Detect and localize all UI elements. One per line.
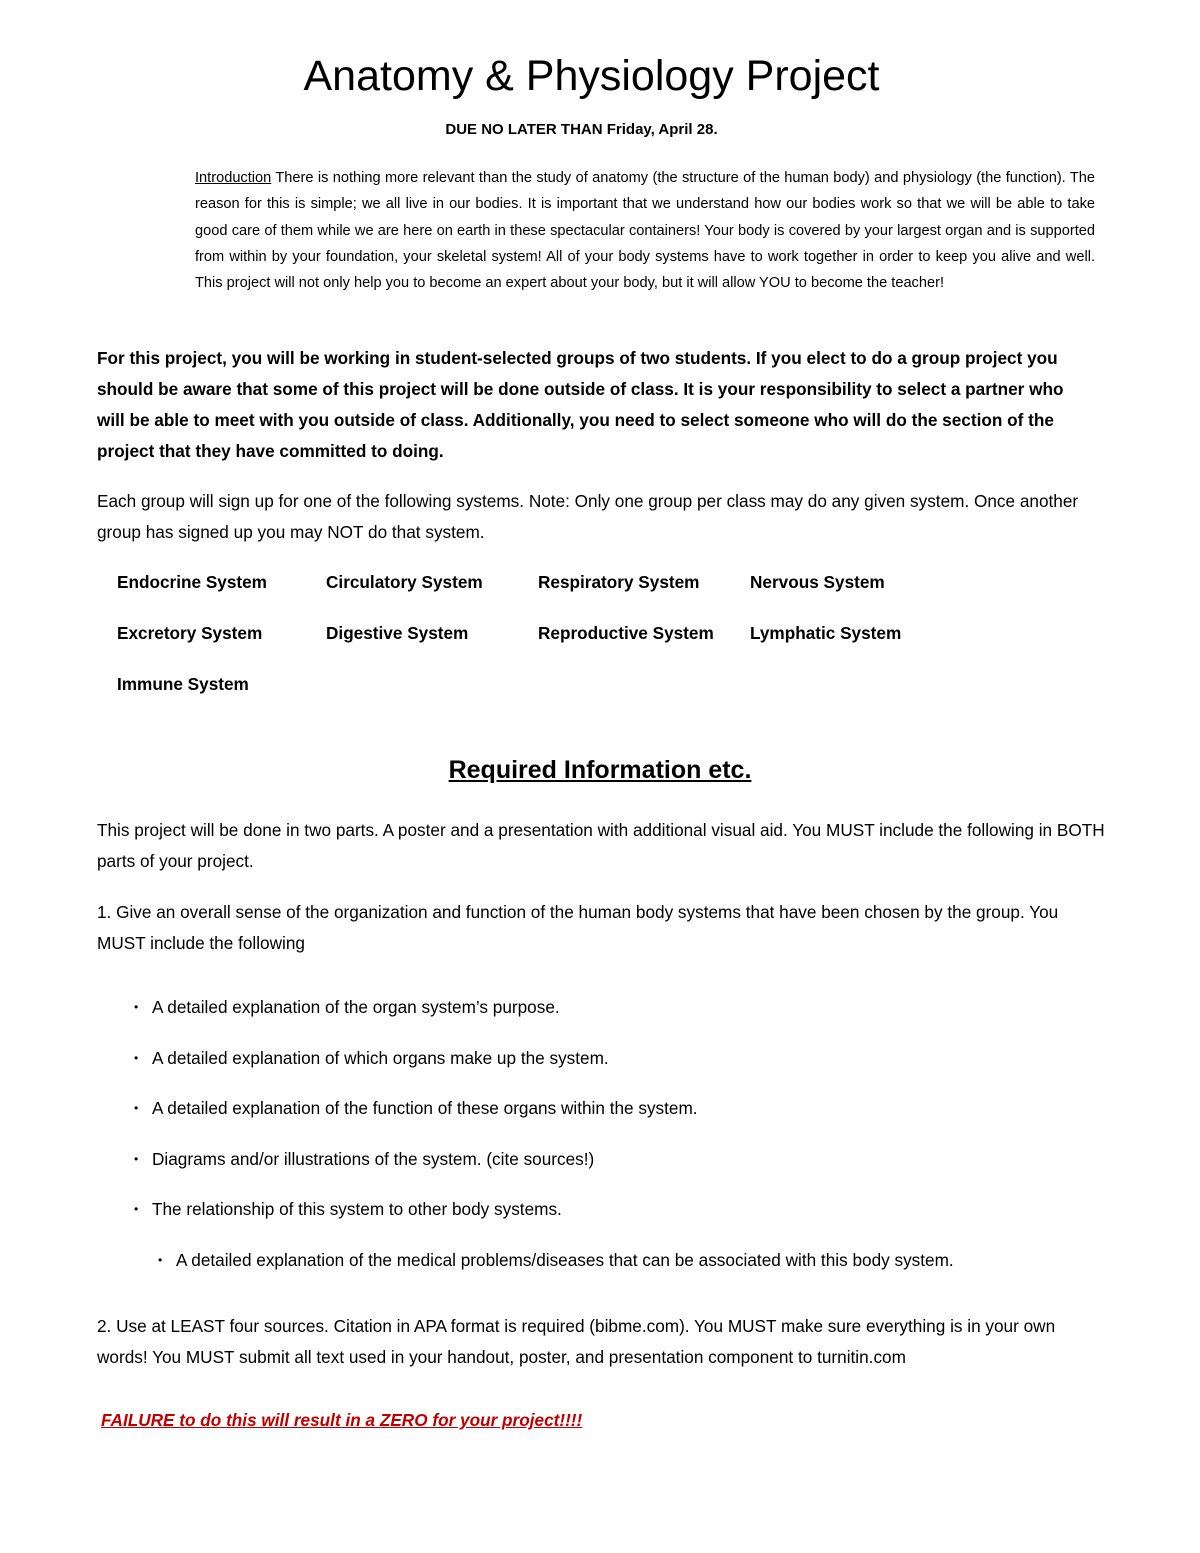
groups-paragraph: For this project, you will be working in student-selected groups of two students. If you elect to do a group project you should be aware that some of this project will be done outside of class. It is your responsibility to select a partner who will be able to meet with you outside of class. Additionally, you need to select someone who will do the section of the project that they have committed to doing. <box>97 348 1064 461</box>
requirements-bullet-list <box>134 993 1134 1296</box>
system-option: Digestive System <box>326 623 469 643</box>
bullet-icon: • <box>134 1000 139 1014</box>
failure-warning: FAILURE to do this will result in a ZERO for your project!!!! <box>101 1410 583 1430</box>
system-option: Endocrine System <box>117 572 267 592</box>
bullet-text: The relationship of this system to other body systems. <box>152 1199 562 1219</box>
required-information-heading: Required Information etc. <box>448 756 752 784</box>
introduction-text: There is nothing more relevant than the study of anatomy (the structure of the human body) and physiology (the function). The reason for this is simple; we all live in our bodies. It is important that we understand how our bodies work so that we will be able to take good care of them while we are here on earth in these spectacular containers! Your body is covered by your largest organ and is supported from within by your foundation, your skeletal system! All of your body systems have to work together in order to keep you alive and well. This project will not only help you to become an expert about your body, but it will allow YOU to become the teacher! <box>195 170 1095 292</box>
system-option: Immune System <box>117 674 249 694</box>
systems-row <box>117 670 1017 721</box>
list-item <box>134 1094 1134 1145</box>
system-option: Nervous System <box>750 572 885 592</box>
parts-paragraph: This project will be done in two parts. A poster and a presentation with additional visual aid. You MUST include the following in BOTH parts of your project. <box>97 820 1105 871</box>
bullet-text: A detailed explanation of the organ system’s purpose. <box>152 997 560 1017</box>
bullet-text: A detailed explanation of which organs make up the system. <box>152 1047 609 1068</box>
introduction-paragraph <box>195 165 1095 296</box>
bullet-icon: • <box>134 1202 139 1216</box>
systems-row <box>117 568 1017 619</box>
bullet-icon: • <box>134 1151 139 1166</box>
requirement-item-2: 2. Use at LEAST four sources. Citation in APA format is required (bibme.com). You MUST make sure everything is in your own words! You MUST submit all text used in your handout, poster, and presentation component to turnitin.com <box>97 1316 1056 1367</box>
introduction-label: Introduction <box>195 170 272 186</box>
bullet-icon: • <box>134 1050 139 1065</box>
bullet-text: Diagrams and/or illustrations of the system. (cite sources!) <box>152 1148 595 1169</box>
system-option: Lymphatic System <box>750 623 902 643</box>
systems-row <box>117 619 1017 670</box>
due-date: DUE NO LATER THAN Friday, April 28. <box>445 121 718 138</box>
system-option: Circulatory System <box>326 572 483 592</box>
list-item <box>134 1195 1134 1246</box>
bullet-text: A detailed explanation of the medical problems/diseases that can be associated with this body system. <box>176 1249 954 1270</box>
document-title: Anatomy & Physiology Project <box>303 52 880 100</box>
system-option: Excretory System <box>117 623 263 643</box>
system-option: Respiratory System <box>538 572 700 592</box>
list-item <box>134 1044 1134 1095</box>
bullet-icon: • <box>158 1252 163 1267</box>
bullet-text: A detailed explanation of the function of these organs within the system. <box>152 1098 698 1118</box>
requirement-item-1: 1. Give an overall sense of the organization and function of the human body systems that have been chosen by the group. You MUST include the following <box>97 902 1059 953</box>
systems-list <box>117 568 1017 721</box>
sub-list-item <box>134 1246 1134 1297</box>
system-option: Reproductive System <box>538 623 714 643</box>
bullet-icon: • <box>134 1101 139 1115</box>
list-item <box>134 1145 1134 1196</box>
signup-paragraph: Each group will sign up for one of the following systems. Note: Only one group per class may do any given system. Once another group has signed up you may NOT do that system. <box>97 491 1079 542</box>
list-item <box>134 993 1134 1044</box>
